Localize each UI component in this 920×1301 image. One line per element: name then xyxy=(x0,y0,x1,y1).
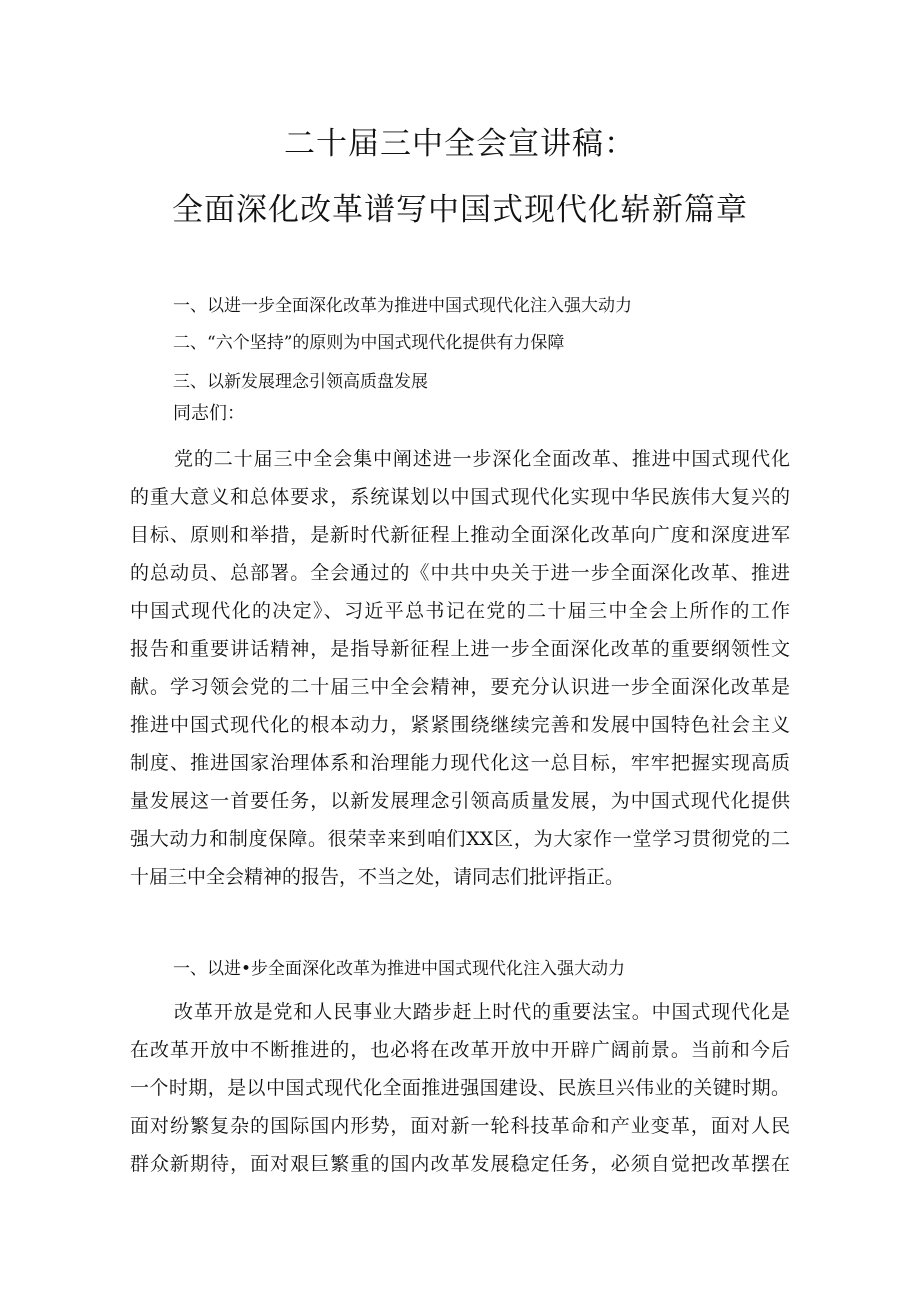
paragraph-section-1 xyxy=(130,993,790,1183)
outline-item-3: 三、以新发展理念引领高质盘发展 xyxy=(173,372,428,392)
paragraph-intro xyxy=(130,440,790,896)
paragraph-line: 党的二十届三中全会集中阐述进一步深化全面改革、推进中国式现代化 xyxy=(174,448,790,470)
document-title-line-2: 全面深化改革谱写中国式现代化崭新篇章 xyxy=(172,192,748,228)
section-heading-1: 一、以进•步全面深化改革为推进中国式现代化注入强大动力 xyxy=(173,959,626,979)
paragraph-line: 的总动员、总部署。全会通过的《中共中央关于进一步全面深化改革、推进 xyxy=(130,562,790,584)
document-title-line-1: 二十届三中全会宣讲稿： xyxy=(284,126,636,162)
paragraph-line: 群众新期待，面对艰巨繁重的国内改革发展稳定任务，必须自觉把改革摆在 xyxy=(130,1153,790,1175)
paragraph-line: 十届三中全会精神的报告，不当之处，请同志们批评指正。 xyxy=(130,866,625,888)
outline-item-2: 二、“六个坚持”的原则为中国式现代化提供有力保障 xyxy=(173,333,565,353)
paragraph-line: 面对纷繁复杂的国际国内形势，面对新一轮科技革命和产业变革，面对人民 xyxy=(130,1115,790,1137)
paragraph-line: 在改革开放中不断推进的，也必将在改革开放中开辟广阔前景。当前和今后 xyxy=(130,1039,790,1061)
paragraph-line: 改革开放是党和人民事业大踏步赶上时代的重要法宝。中国式现代化是 xyxy=(174,1001,790,1023)
salutation: 同志们： xyxy=(173,403,245,424)
paragraph-line: 推进中国式现代化的根本动力，紧紧围绕继续完善和发展中国特色社会主义 xyxy=(130,714,790,736)
paragraph-line: 一个时期，是以中国式现代化全面推进强国建设、民族旦兴伟业的关键时期。 xyxy=(130,1077,790,1099)
paragraph-line: 量发展这一首要任务，以新发展理念引领高质量发展，为中国式现代化提供 xyxy=(130,790,790,812)
paragraph-line: 的重大意义和总体要求，系统谋划以中国式现代化实现中华民族伟大复兴的 xyxy=(130,486,790,508)
paragraph-line: 中国式现代化的决定》、习近平总书记在党的二十届三中全会上所作的工作 xyxy=(130,600,790,622)
paragraph-line: 强大动力和制度保障。很荣幸来到咱们XX区，为大家作一堂学习贯彻党的二 xyxy=(130,828,790,850)
paragraph-line: 目标、原则和举措，是新时代新征程上推动全面深化改革向广度和深度进军 xyxy=(130,524,790,546)
outline-item-1: 一、以进一步全面深化改革为推进中国式现代化注入强大动力 xyxy=(173,296,632,316)
paragraph-line: 献。学习领会党的二十届三中全会精神，要充分认识进一步全面深化改革是 xyxy=(130,676,790,698)
paragraph-line: 制度、推进国家治理体系和治理能力现代化这一总目标，牢牢把握实现高质 xyxy=(130,752,790,774)
paragraph-line: 报告和重要讲话精神，是指导新征程上进一步全面深化改革的重要纲领性文 xyxy=(130,638,790,660)
